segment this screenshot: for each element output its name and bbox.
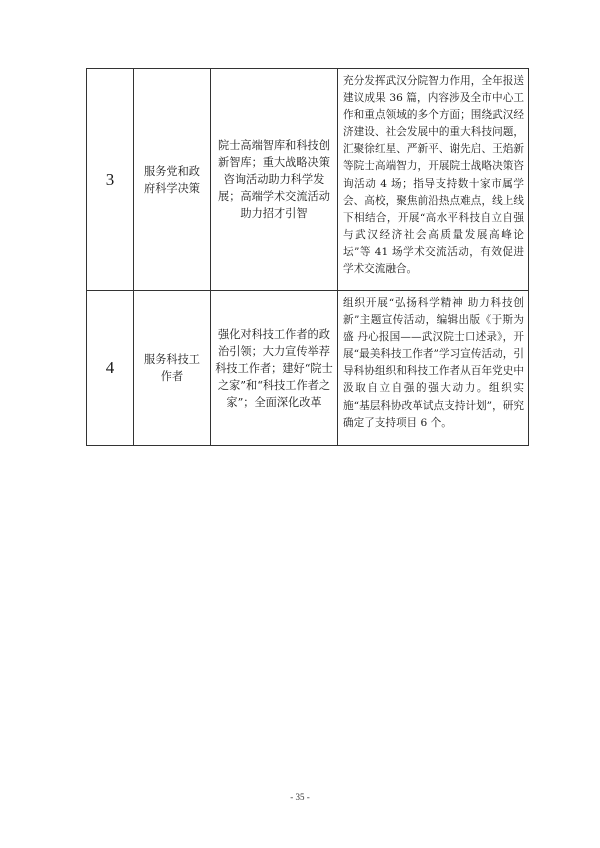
- row-work-description: 充分发挥武汉分院智力作用，全年报送建议成果 36 篇，内容涉及全市中心工作和重点领域的多个方面；围绕武汉经济建设、社会发展中的重大科技问题，汇聚徐红星、严新平、谢先启、王焰新等院士高端智力，开展院士战略决策咨询活动 4 场；指导支持数十家市属学会、高校，聚焦前沿热点难点，线上线下相结合，开展“高水平科技自立自强与武汉经济社会高质量发展高峰论坛”等 41 场学术交流活动，有效促进学术交流融合。: [338, 69, 529, 291]
- table-row: [87, 291, 529, 446]
- table-row: [87, 69, 529, 291]
- row-task: 强化对科技工作者的政治引领；大力宣传举荐科技工作者；建好“院士之家”和“科技工作者之家”；全面深化改革: [211, 291, 338, 446]
- work-summary-table: [86, 68, 529, 446]
- row-number: 4: [87, 291, 134, 446]
- row-category: 服务科技工作者: [134, 291, 211, 446]
- row-work-description: 组织开展“弘扬科学精神 助力科技创新”主题宣传活动，编辑出版《于斯为盛 丹心报国——武汉院士口述录》，开展“最美科技工作者”学习宣传活动，引导科协组织和科技工作者从百年党史中汲取自立自强的强大动力。组织实施“基层科协改革试点支持计划”，研究确定了支持项目 6 个。: [338, 291, 529, 446]
- page-number: - 35 -: [290, 792, 310, 802]
- row-category: 服务党和政府科学决策: [134, 69, 211, 291]
- row-number: 3: [87, 69, 134, 291]
- row-task: 院士高端智库和科技创新智库；重大战略决策咨询活动助力科学发展；高端学术交流活动助力招才引智: [211, 69, 338, 291]
